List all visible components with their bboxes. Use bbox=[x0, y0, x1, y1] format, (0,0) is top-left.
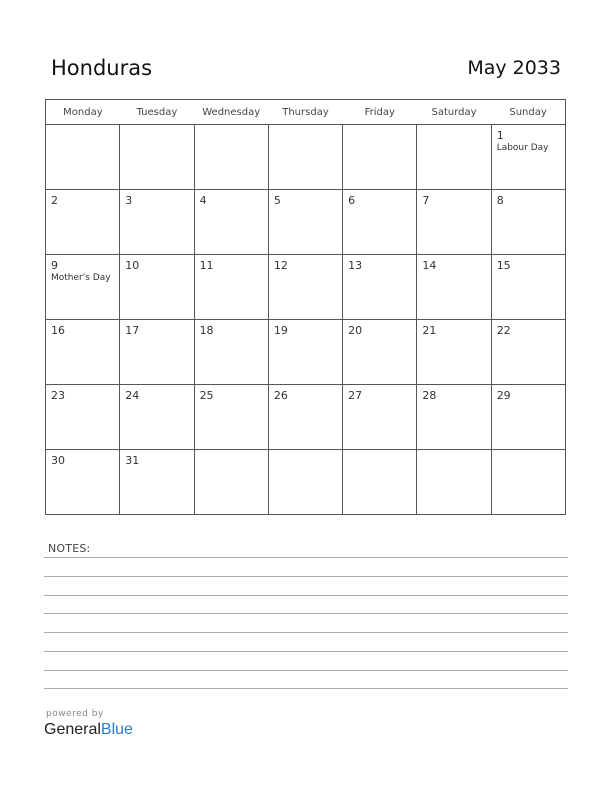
day-number: 5 bbox=[273, 194, 281, 207]
day-number: 23 bbox=[51, 389, 65, 402]
day-number: 1 bbox=[496, 129, 504, 142]
day-cell bbox=[491, 320, 565, 385]
day-number: 15 bbox=[496, 259, 511, 272]
country-title: Honduras bbox=[51, 56, 153, 80]
day-cell bbox=[417, 450, 491, 515]
day-cell bbox=[343, 255, 417, 320]
note-line bbox=[44, 632, 568, 633]
brand-blue-text: Blue bbox=[100, 721, 133, 738]
day-cell bbox=[417, 190, 491, 255]
day-cell bbox=[417, 320, 491, 385]
weekday-header: Monday bbox=[46, 100, 120, 125]
month-year-title: May 2033 bbox=[467, 57, 561, 79]
day-number: 4 bbox=[199, 194, 207, 207]
weekday-header: Thursday bbox=[268, 100, 342, 125]
day-number: 24 bbox=[125, 389, 140, 402]
note-line bbox=[44, 670, 568, 671]
day-number: 11 bbox=[199, 259, 214, 272]
day-cell bbox=[46, 255, 120, 320]
day-number: 9 bbox=[51, 259, 58, 272]
day-cell bbox=[268, 190, 342, 255]
day-number: 29 bbox=[496, 389, 511, 402]
day-cell bbox=[46, 320, 120, 385]
day-cell bbox=[417, 255, 491, 320]
day-cell bbox=[194, 190, 268, 255]
day-number: 2 bbox=[51, 194, 58, 207]
day-number: 3 bbox=[125, 194, 133, 207]
generalblue-logo[interactable] bbox=[44, 721, 133, 739]
weekday-header: Sunday bbox=[491, 100, 565, 125]
day-cell bbox=[491, 255, 565, 320]
day-number: 21 bbox=[422, 324, 437, 337]
day-number: 6 bbox=[348, 194, 356, 207]
day-cell bbox=[491, 190, 565, 255]
day-number: 30 bbox=[51, 454, 65, 467]
day-cell bbox=[194, 255, 268, 320]
day-cell bbox=[343, 385, 417, 450]
powered-by-text: powered by bbox=[46, 709, 104, 719]
week-row bbox=[46, 255, 566, 320]
day-cell bbox=[343, 125, 417, 190]
day-cell bbox=[120, 190, 194, 255]
day-number: 22 bbox=[496, 324, 511, 337]
day-cell bbox=[268, 320, 342, 385]
day-cell bbox=[120, 385, 194, 450]
weekday-header: Saturday bbox=[417, 100, 491, 125]
note-line bbox=[44, 613, 568, 614]
day-cell bbox=[268, 125, 342, 190]
day-cell bbox=[491, 125, 565, 190]
day-cell bbox=[268, 255, 342, 320]
note-line bbox=[44, 651, 568, 652]
day-cell bbox=[491, 385, 565, 450]
weekday-header: Tuesday bbox=[120, 100, 194, 125]
day-cell bbox=[268, 385, 342, 450]
note-line bbox=[44, 595, 568, 596]
note-line bbox=[44, 688, 568, 689]
day-cell bbox=[268, 450, 342, 515]
day-number: 13 bbox=[348, 259, 363, 272]
day-cell bbox=[46, 385, 120, 450]
note-line bbox=[44, 576, 568, 577]
note-line bbox=[44, 557, 568, 558]
weekday-header: Wednesday bbox=[194, 100, 268, 125]
week-row bbox=[46, 190, 566, 255]
day-cell bbox=[120, 320, 194, 385]
day-number: 26 bbox=[273, 389, 288, 402]
day-number: 10 bbox=[125, 259, 140, 272]
day-cell bbox=[194, 125, 268, 190]
day-cell bbox=[417, 125, 491, 190]
day-number: 17 bbox=[125, 324, 140, 337]
week-row bbox=[46, 320, 566, 385]
day-cell bbox=[491, 450, 565, 515]
day-number: 18 bbox=[199, 324, 214, 337]
day-cell bbox=[343, 320, 417, 385]
day-cell bbox=[343, 190, 417, 255]
day-cell bbox=[46, 450, 120, 515]
notes-label: NOTES: bbox=[48, 542, 91, 555]
day-cell bbox=[194, 320, 268, 385]
day-number: 19 bbox=[273, 324, 288, 337]
day-number: 14 bbox=[422, 259, 437, 272]
weekday-header-row bbox=[46, 100, 566, 125]
day-number: 27 bbox=[348, 389, 363, 402]
day-number: 12 bbox=[273, 259, 288, 272]
day-cell bbox=[194, 450, 268, 515]
holiday-label: Mother's Day bbox=[51, 273, 111, 283]
day-number: 7 bbox=[422, 194, 430, 207]
weekday-header: Friday bbox=[343, 100, 417, 125]
week-row bbox=[46, 450, 566, 515]
holiday-label: Labour Day bbox=[496, 143, 549, 153]
calendar-grid bbox=[45, 99, 566, 515]
week-row bbox=[46, 385, 566, 450]
brand-general-text: General bbox=[44, 721, 101, 738]
day-number: 31 bbox=[125, 454, 140, 467]
day-number: 28 bbox=[422, 389, 437, 402]
day-number: 16 bbox=[51, 324, 65, 337]
day-cell bbox=[120, 450, 194, 515]
day-cell bbox=[120, 255, 194, 320]
day-number: 25 bbox=[199, 389, 214, 402]
day-cell bbox=[194, 385, 268, 450]
day-cell bbox=[46, 190, 120, 255]
week-row bbox=[46, 125, 566, 190]
day-cell bbox=[46, 125, 120, 190]
day-number: 8 bbox=[496, 194, 504, 207]
day-cell bbox=[417, 385, 491, 450]
day-cell bbox=[343, 450, 417, 515]
day-cell bbox=[120, 125, 194, 190]
day-number: 20 bbox=[348, 324, 363, 337]
